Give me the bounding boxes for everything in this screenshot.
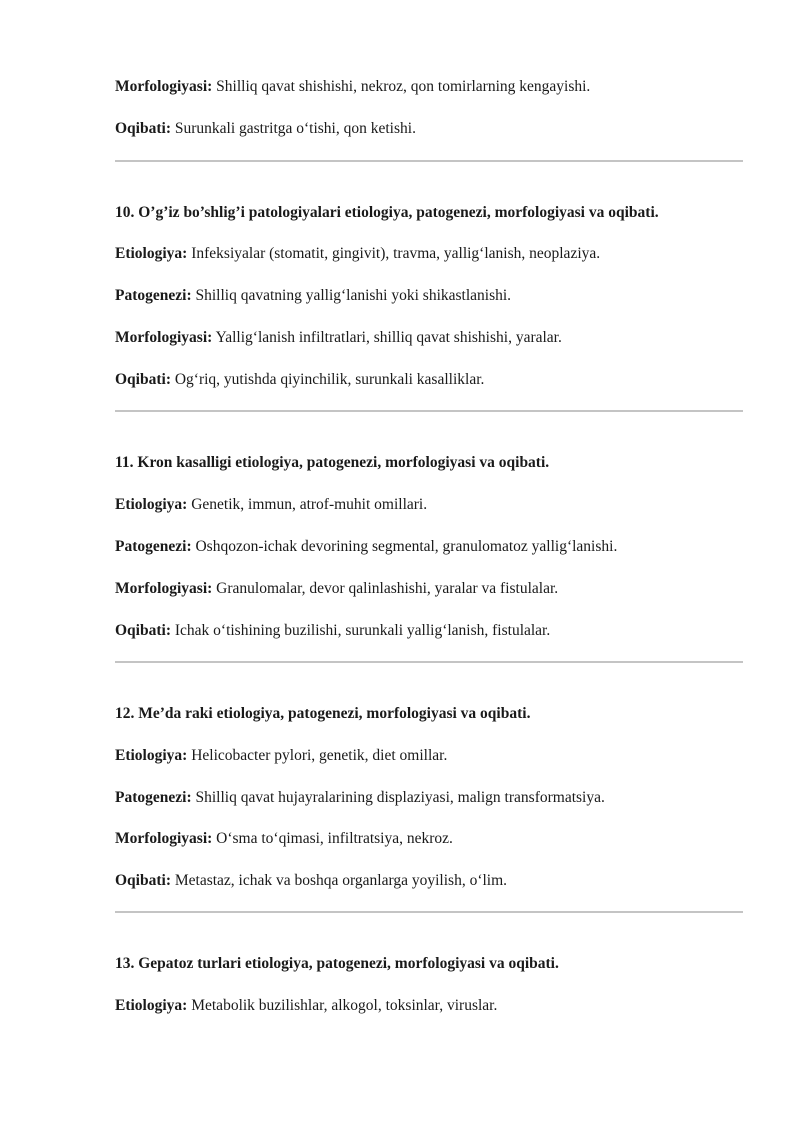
field-label: Morfologiyasi: [115,78,213,95]
section-divider [115,911,743,913]
field-text: Metastaz, ichak va boshqa organlarga yoyilish, o‘lim. [170,872,508,889]
heading-text: 10. O’g’iz bo’shlig’i patologiyalari etiologiya, patogenezi, morfologiyasi va oqibati. [115,204,659,221]
etiologiya-line [115,244,745,264]
field-text: Infeksiyalar (stomatit, gingivit), travma, yallig‘lanish, neoplaziya. [187,245,601,262]
section-heading [115,704,745,724]
heading-text: 11. Kron kasalligi etiologiya, patogenezi, morfologiyasi va oqibati. [115,454,550,471]
etiologiya-line [115,495,745,515]
field-text: Helicobacter pylori, genetik, diet omillar. [187,747,448,764]
field-text: Oshqozon-ichak devorining segmental, granulomatoz yallig‘lanishi. [191,538,618,555]
section-heading [115,954,745,974]
field-text: Granulomalar, devor qalinlashishi, yaralar va fistulalar. [212,580,559,597]
field-label: Etiologiya: [115,747,188,764]
field-label: Morfologiyasi: [115,830,213,847]
patogenezi-line [115,286,745,306]
field-text: Metabolik buzilishlar, alkogol, toksinlar, viruslar. [187,997,498,1014]
field-label: Morfologiyasi: [115,329,213,346]
morfologiyasi-line [115,579,745,599]
section-divider [115,661,743,663]
heading-text: 13. Gepatoz turlari etiologiya, patogenezi, morfologiyasi va oqibati. [115,955,559,972]
field-label: Oqibati: [115,872,171,889]
etiologiya-line [115,996,745,1016]
section-divider [115,410,743,412]
field-label: Etiologiya: [115,997,188,1014]
field-label: Etiologiya: [115,245,188,262]
field-label: Patogenezi: [115,538,192,555]
field-text: O‘sma to‘qimasi, infiltratsiya, nekroz. [212,830,453,847]
field-text: Shilliq qavatning yallig‘lanishi yoki shikastlanishi. [191,287,512,304]
field-text: Yallig‘lanish infiltratlari, shilliq qavat shishishi, yaralar. [212,329,562,346]
section-heading [115,453,745,473]
field-text: Shilliq qavat hujayralarining displaziyasi, malign transformatsiya. [191,789,605,806]
morfologiyasi-line [115,829,745,849]
field-label: Oqibati: [115,622,171,639]
field-text: Surunkali gastritga o‘tishi, qon ketishi. [170,120,416,137]
patogenezi-line [115,788,745,808]
field-text: Genetik, immun, atrof-muhit omillari. [187,496,428,513]
heading-text: 12. Me’da raki etiologiya, patogenezi, morfologiyasi va oqibati. [115,705,531,722]
field-text: Ichak o‘tishining buzilishi, surunkali yallig‘lanish, fistulalar. [170,622,551,639]
field-label: Oqibati: [115,120,171,137]
section-divider [115,160,743,162]
intro-morfologiyasi [115,77,745,97]
field-label: Morfologiyasi: [115,580,213,597]
field-label: Patogenezi: [115,789,192,806]
field-text: Og‘riq, yutishda qiyinchilik, surunkali kasalliklar. [170,371,485,388]
oqibati-line [115,370,745,390]
section-heading [115,203,745,223]
morfologiyasi-line [115,328,745,348]
field-label: Oqibati: [115,371,171,388]
oqibati-line [115,871,745,891]
etiologiya-line [115,746,745,766]
field-text: Shilliq qavat shishishi, nekroz, qon tomirlarning kengayishi. [212,78,591,95]
field-label: Etiologiya: [115,496,188,513]
patogenezi-line [115,537,745,557]
intro-oqibati [115,119,745,139]
oqibati-line [115,621,745,641]
field-label: Patogenezi: [115,287,192,304]
